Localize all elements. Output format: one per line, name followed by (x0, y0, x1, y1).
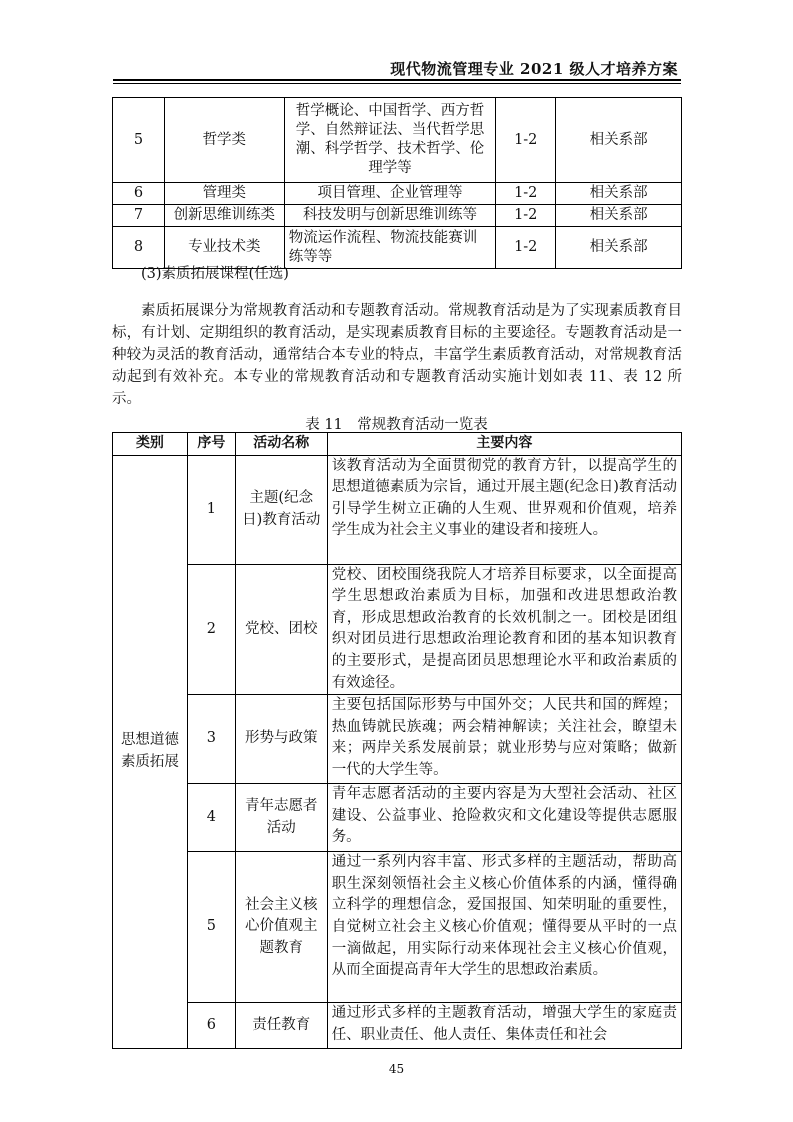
row-department: 相关系部 (556, 98, 682, 183)
table-row (113, 205, 682, 227)
table-row (113, 784, 682, 852)
activity-content: 通过一系列内容丰富、形式多样的主题活动，帮助高职生深刻领悟社会主义核心价值体系的内涵，懂得确立科学的理想信念，爱国报国、知荣明耻的重要性，自觉树立社会主义核心价值观；懂得要从平时的一点一滴做起，用实际行动来体现社会主义核心价值观，从而全面提高青年大学生的思想政治素质。 (327, 852, 681, 1003)
electives-table-continued (112, 97, 682, 269)
activity-content: 青年志愿者活动的主要内容是为大型社会活动、社区建设、公益事业、抢险救灾和文化建设等提供志愿服务。 (327, 784, 681, 852)
row-category: 创新思维训练类 (164, 205, 284, 227)
category-cell: 思想道德素质拓展 (113, 455, 188, 1049)
header-activity-name: 活动名称 (235, 433, 327, 456)
activity-name: 责任教育 (235, 1003, 327, 1049)
row-department: 相关系部 (556, 227, 682, 269)
row-number: 8 (113, 227, 165, 269)
table-row (113, 564, 682, 695)
table-row (113, 455, 682, 564)
row-category: 专业技术类 (164, 227, 284, 269)
row-department: 相关系部 (556, 183, 682, 205)
row-content: 物流运作流程、物流技能赛训练等等 (284, 227, 496, 269)
row-credits: 1-2 (496, 183, 556, 205)
activity-name: 形势与政策 (235, 695, 327, 784)
row-content: 科技发明与创新思维训练等 (284, 205, 496, 227)
table-row (113, 1003, 682, 1049)
table-row (113, 695, 682, 784)
row-number: 7 (113, 205, 165, 227)
row-content: 项目管理、企业管理等 (284, 183, 496, 205)
row-credits: 1-2 (496, 205, 556, 227)
activity-name: 青年志愿者活动 (235, 784, 327, 852)
row-category: 哲学类 (164, 98, 284, 183)
table-row (113, 852, 682, 1003)
activity-number: 4 (187, 784, 235, 852)
activity-name: 主题(纪念日)教育活动 (235, 455, 327, 564)
activity-number: 2 (187, 564, 235, 695)
activity-content: 该教育活动为全面贯彻党的教育方针，以提高学生的思想道德素质为宗旨，通过开展主题(纪念日)教育活动引导学生树立正确的人生观、世界观和价值观，培养学生成为社会主义事业的建设者和接班人。 (327, 455, 681, 564)
activity-content: 党校、团校围绕我院人才培养目标要求，以全面提高学生思想政治素质为目标，加强和改进思想政治教育，形成思想政治教育的长效机制之一。团校是团组织对团员进行思想政治理论教育和团的基本知识教育的主要形式，是提高团员思想理论水平和政治素质的有效途径。 (327, 564, 681, 695)
activity-number: 5 (187, 852, 235, 1003)
table-caption: 表 11 常规教育活动一览表 (305, 417, 488, 433)
header-number: 序号 (187, 433, 235, 456)
table-row (113, 183, 682, 205)
header-rule (113, 79, 681, 84)
row-credits: 1-2 (496, 227, 556, 269)
row-number: 5 (113, 98, 165, 183)
table-header-row (113, 433, 682, 456)
page-number: 45 (388, 1062, 405, 1076)
header-main-content: 主要内容 (327, 433, 681, 456)
activity-name: 党校、团校 (235, 564, 327, 695)
table-row (113, 98, 682, 183)
section-heading: (3)素质拓展课程(任选) (141, 266, 289, 282)
row-department: 相关系部 (556, 205, 682, 227)
row-category: 管理类 (164, 183, 284, 205)
activity-number: 6 (187, 1003, 235, 1049)
activity-content: 通过形式多样的主题教育活动，增强大学生的家庭责任、职业责任、他人责任、集体责任和社会 (327, 1003, 681, 1049)
activity-content: 主要包括国际形势与中国外交；人民共和国的辉煌；热血铸就民族魂；两会精神解读；关注社会，瞭望未来；两岸关系发展前景；就业形势与应对策略；做新一代的大学生等。 (327, 695, 681, 784)
activity-number: 3 (187, 695, 235, 784)
row-content: 哲学概论、中国哲学、西方哲学、自然辩证法、当代哲学思潮、科学哲学、技术哲学、伦理学等 (284, 98, 496, 183)
running-header-title: 现代物流管理专业 2021 级人才培养方案 (390, 60, 678, 78)
regular-activities-table (112, 432, 682, 1049)
section-paragraph: 素质拓展课分为常规教育活动和专题教育活动。常规教育活动是为了实现素质教育目标，有计划、定期组织的教育活动，是实现素质教育目标的主要途径。专题教育活动是一种较为灵活的教育活动，通常结合本专业的特点，丰富学生素质教育活动，对常规教育活动起到有效补充。本专业的常规教育活动和专题教育活动实施计划如表 11、表 12 所示。 (112, 302, 682, 407)
row-number: 6 (113, 183, 165, 205)
activity-name: 社会主义核心价值观主题教育 (235, 852, 327, 1003)
row-credits: 1-2 (496, 98, 556, 183)
activity-number: 1 (187, 455, 235, 564)
header-category: 类别 (113, 433, 188, 456)
